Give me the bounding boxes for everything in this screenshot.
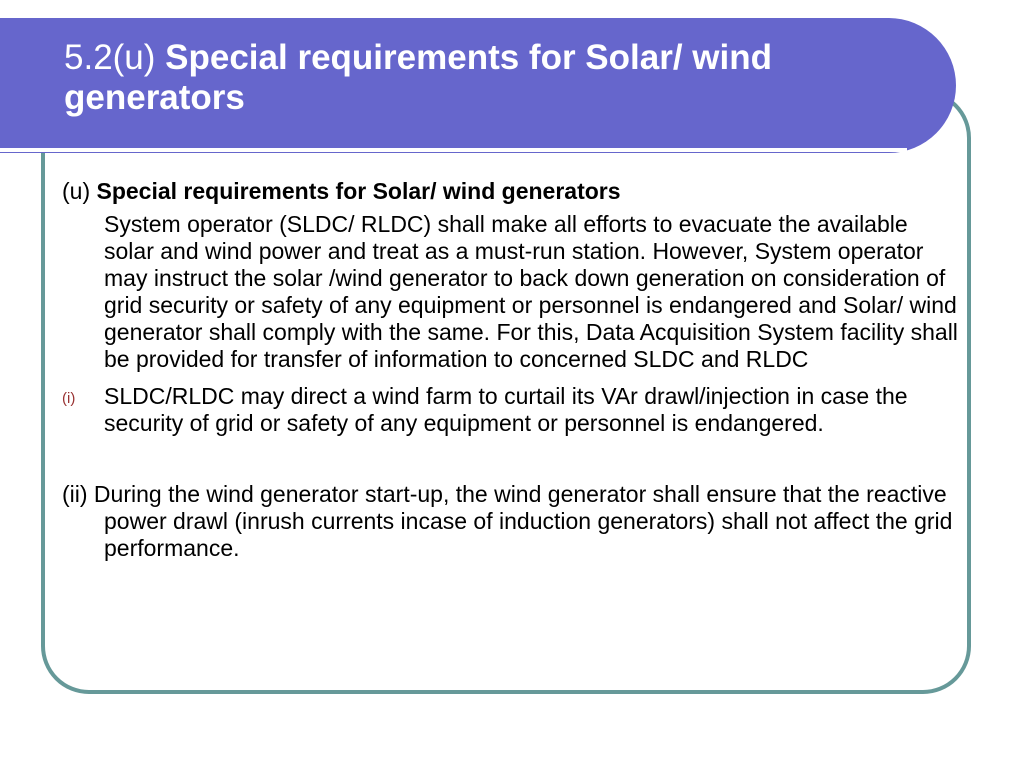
slide-body [62,178,962,562]
list-item-i [62,383,962,437]
section-heading-prefix: (u) [62,178,97,204]
list-item-ii: (ii) During the wind generator start-up, the wind generator shall ensure that the reactive power drawl (inrush currents incase of induction generators) shall not affect the grid performance. [62,481,953,561]
list-item-i-marker: (i) [62,390,76,407]
section-paragraph: System operator (SLDC/ RLDC) shall make all efforts to evacuate the available solar and wind power and treat as a must-run station. However, System operator may instruct the solar /wind generator to back down generation on consideration of grid security or safety of any equipment or personnel is endangered and Solar/ wind generator shall comply with the same. For this, Data Acquisition System facility shall be provided for transfer of information to concerned SLDC and RLDC [104,211,958,372]
section-heading-bold: Special requirements for Solar/ wind generators [96,178,621,204]
title-prefix: 5.2(u) [64,38,166,77]
list-item-i-text: SLDC/RLDC may direct a wind farm to curtail its VAr drawl/injection in case the security of grid or safety of any equipment or personnel is endangered. [104,383,908,436]
title-bold-text: Special requirements for Solar/ wind generators [64,38,772,117]
slide-title [64,38,944,118]
title-underline [0,148,907,152]
section-heading [62,178,962,205]
